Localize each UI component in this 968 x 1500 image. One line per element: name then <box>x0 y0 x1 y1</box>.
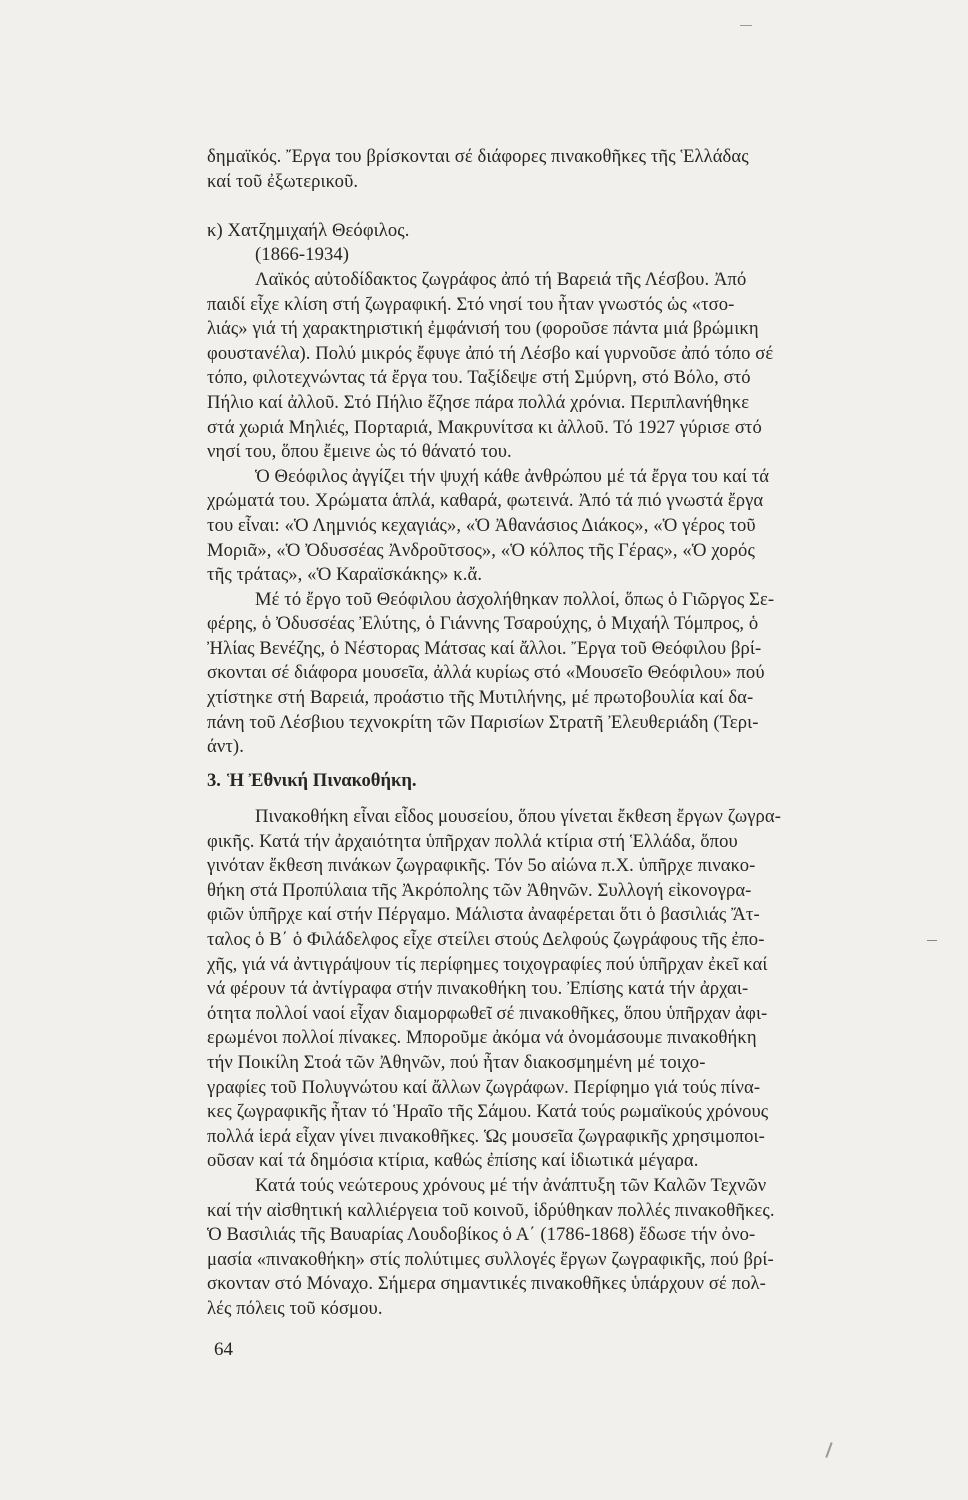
text-line: λές πόλεις τοῦ κόσμου. <box>207 1297 383 1319</box>
text-line: Λαϊκός αὐτοδίδακτος ζωγράφος ἀπό τή Βαρειά τῆς Λέσβου. Ἀπό <box>255 268 747 290</box>
text-line: γινόταν ἔκθεση πινάκων ζωγραφικῆς. Τόν 5ο αἰώνα π.Χ. ὑπῆρχε πινακο- <box>207 855 756 877</box>
text-line: σκονται σέ διάφορα μουσεῖα, ἀλλά κυρίως στό «Μουσεῖο Θεόφιλου» πού <box>207 662 765 684</box>
text-line: φικῆς. Κατά τήν ἀρχαιότητα ὑπῆρχαν πολλά κτίρια στή Ἑλλάδα, ὅπου <box>207 830 738 852</box>
text-line: Ὁ Βασιλιάς τῆς Βαυαρίας Λουδοβίκος ὁ Α΄ (1786-1868) ἔδωσε τήν ὀνο- <box>207 1224 756 1246</box>
text-line: του εἶναι: «Ὁ Λημνιός κεχαγιάς», «Ὁ Ἀθανάσιος Διάκος», «Ὁ γέρος τοῦ <box>207 514 756 536</box>
section-number: 3. <box>207 770 221 791</box>
text-line: καί τοῦ ἐξωτερικοῦ. <box>207 170 359 192</box>
text-line: Πινακοθήκη εἶναι εἶδος μουσείου, ὅπου γίνεται ἔκθεση ἔργων ζωγρα- <box>255 806 782 827</box>
text-line: φιῶν ὑπῆρχε καί στήν Πέργαμο. Μάλιστα ἀναφέρεται ὅτι ὁ βασιλιάς Ἄτ- <box>207 904 760 926</box>
text-line: τήν Ποικίλη Στοά τῶν Ἀθηνῶν, πού ἦταν διακοσμημένη μέ τοιχο- <box>207 1051 706 1073</box>
text-line: ερωμένοι πολλοί πίνακες. Μποροῦμε ἀκόμα νά ὀνομάσουμε πινακοθήκη <box>207 1027 757 1049</box>
blank-line <box>207 194 927 219</box>
text-line: οῦσαν καί τά δημόσια κτίρια, καθώς ἐπίσης καί ἰδιωτικά μέγαρα. <box>207 1150 699 1172</box>
text-line: Ὁ Θεόφιλος ἀγγίζει τήν ψυχή κάθε ἀνθρώπου μέ τά ἔργα του καί τά <box>255 465 770 487</box>
text-line: πάνη τοῦ Λέσβιου τεχνοκρίτη τῶν Παρισίων Στρατῆ Ἐλευθεριάδη (Τερι- <box>207 711 759 733</box>
text-line: ότητα πολλοί ναοί εἶχαν διαμορφωθεῖ σέ πινακοθῆκες, ὅπου ὑπῆρχαν ἀφι- <box>207 1002 768 1024</box>
text-line: Ἠλίας Βενέζης, ὁ Νέστορας Μάτσας καί ἄλλοι. Ἔργα τοῦ Θεόφιλου βρί- <box>207 637 762 659</box>
text-line: τόπο, φιλοτεχνώντας τά ἔργα του. Ταξίδεψε στή Σμύρνη, στό Βόλο, στό <box>207 367 751 389</box>
text-line: ταλος ὁ Β΄ ὁ Φιλάδελφος εἶχε στείλει στούς Δελφούς ζωγράφους τῆς ἐπο- <box>207 928 765 950</box>
text-body-gallery <box>207 805 927 1321</box>
scan-mark <box>825 1442 832 1458</box>
text-line: γραφίες τοῦ Πολυγνώτου καί ἄλλων ζωγράφων. Περίφημο γιά τούς πίνα- <box>207 1076 761 1098</box>
text-line: χτίστηκε στή Βαρειά, προάστιο τῆς Μυτιλήνης, μέ πρωτοβουλία καί δα- <box>207 687 754 709</box>
text-line: κες ζωγραφικῆς ἦταν τό Ἡραῖο τῆς Σάμου. Κατά τούς ρωμαϊκούς χρόνους <box>207 1101 769 1123</box>
text-line: Κατά τούς νεώτερους χρόνους μέ τήν ἀνάπτυξη τῶν Καλῶν Τεχνῶν <box>255 1174 767 1196</box>
text-line: λιάς» γιά τή χαρακτηριστική ἐμφάνισή του (φοροῦσε πάντα μιά βρώμικη <box>207 318 759 340</box>
section-heading <box>207 769 927 793</box>
text-line: παιδί εἶχε κλίση στή ζωγραφική. Στό νησί του ἦταν γνωστός ὡς «τσο- <box>207 293 735 315</box>
scan-mark <box>927 940 937 941</box>
text-line: άντ). <box>207 736 244 758</box>
text-line: δημαϊκός. Ἔργα του βρίσκονται σέ διάφορες πινακοθῆκες τῆς Ἑλλάδας <box>207 146 749 167</box>
section-title: Ἡ Ἐθνική Πινακοθήκη. <box>226 770 417 791</box>
text-line: μασία «πινακοθήκη» στίς πολύτιμες συλλογές ἔργων ζωγραφικῆς, πού βρί- <box>207 1248 774 1270</box>
text-line: χῆς, γιά νά ἀντιγράψουν τίς περίφημες τοιχογραφίες πού ὑπῆρχαν ἐκεῖ καί <box>207 953 768 975</box>
text-line: στά χωριά Μηλιές, Πορταριά, Μακρυνίτσα κι ἀλλοῦ. Τό 1927 γύρισε στό <box>207 416 762 438</box>
text-line: νησί του, ὅπου ἔμεινε ὡς τό θάνατό του. <box>207 441 512 463</box>
text-line: τῆς τράτας», «Ὁ Καραϊσκάκης» κ.ἄ. <box>207 564 483 586</box>
entry-dates: (1866-1934) <box>255 244 350 266</box>
text-line: θήκη στά Προπύλαια τῆς Ἀκρόπολης τῶν Ἀθηνῶν. Συλλογή εἰκονογρα- <box>207 879 752 901</box>
entry-title: κ) Χατζημιχαήλ Θεόφιλος. <box>207 219 410 241</box>
text-body-top <box>207 145 927 760</box>
page-number: 64 <box>214 1339 233 1360</box>
text-line: καί τήν αἰσθητική καλλιέργεια τοῦ κοινοῦ, ἱδρύθηκαν πολλές πινακοθῆκες. <box>207 1199 775 1221</box>
text-line: σκονταν στό Μόναχο. Σήμερα σημαντικές πινακοθῆκες ὑπάρχουν σέ πολ- <box>207 1273 766 1295</box>
text-line: Πήλιο καί ἀλλοῦ. Στό Πήλιο ἔζησε πάρα πολλά χρόνια. Περιπλανήθηκε <box>207 391 750 413</box>
text-line: φέρης, ὁ Ὀδυσσέας Ἐλύτης, ὁ Γιάννης Τσαρούχης, ὁ Μιχαήλ Τόμπρος, ὁ <box>207 613 759 635</box>
text-line: Μοριᾶ», «Ὁ Ὀδυσσέας Ἀνδροῦτσος», «Ὁ κόλπος τῆς Γέρας», «Ὁ χορός <box>207 539 755 561</box>
scan-mark <box>740 25 752 26</box>
text-line: χρώματά του. Χρώματα ἁπλά, καθαρά, φωτεινά. Ἀπό τά πιό γνωστά ἔργα <box>207 490 764 512</box>
text-line: νά φέρουν τά ἀντίγραφα στήν πινακοθήκη του. Ἐπίσης κατά τήν ἀρχαι- <box>207 978 749 1000</box>
text-line: φουστανέλα). Πολύ μικρός ἔφυγε ἀπό τή Λέσβο καί γυρνοῦσε ἀπό τόπο σέ <box>207 342 774 364</box>
text-line: πολλά ἱερά εἶχαν γίνει πινακοθῆκες. Ὡς μουσεῖα ζωγραφικῆς χρησιμοποι- <box>207 1125 765 1147</box>
text-line: Μέ τό ἔργο τοῦ Θεόφιλου ἀσχολήθηκαν πολλοί, ὅπως ὁ Γιῶργος Σε- <box>255 588 775 610</box>
